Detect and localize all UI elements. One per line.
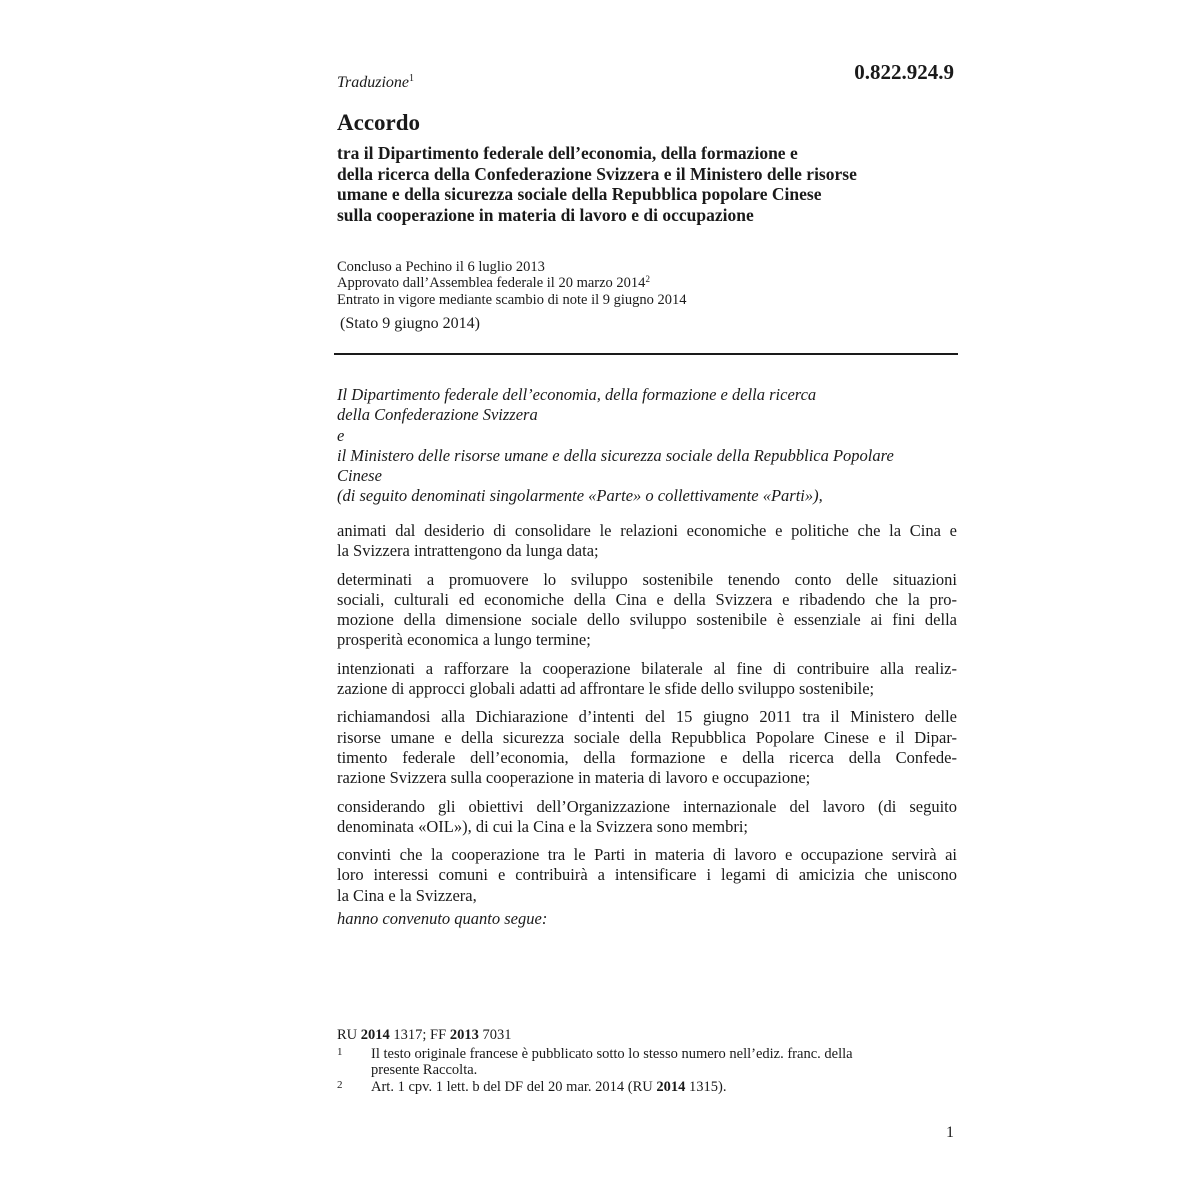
recital: animati dal desiderio di consolidare le relazioni economiche e politiche che la Cina e la Svizzera intrattengono da lunga data;	[337, 521, 957, 561]
entry-into-force: Entrato in vigore mediante scambio di note il 9 giugno 2014	[337, 292, 687, 308]
recital: intenzionati a rafforzare la cooperazione bilaterale al fine di contribuire alla realiz- zazione di approcci globali adatti ad affrontare le sfide dello sviluppo sostenibile;	[337, 658, 957, 699]
preamble-closing: hanno convenuto quanto segue:	[337, 909, 548, 929]
footnote-ref-2[interactable]: 2	[645, 274, 650, 284]
document-title: Accordo	[337, 110, 421, 135]
recital: convinti che la cooperazione tra le Parti in materia di lavoro e occupazione servirà ai loro interessi comuni e contribuirà a intensificare i legami di amicizia che uniscono la Cina e la Svizzera,	[337, 845, 957, 905]
footnote-1	[337, 1046, 957, 1078]
preamble-recitals	[337, 521, 957, 929]
concluded-date: Concluso a Pechino il 6 luglio 2013	[337, 259, 545, 275]
document-metadata	[337, 259, 687, 308]
footnote-number: 1	[337, 1046, 343, 1058]
footnote-number: 2	[337, 1079, 343, 1091]
recital: richiamandosi alla Dichiarazione d’intenti del 15 giugno 2011 tra il Ministero delle risorse umane e della sicurezza sociale della Repubblica Popolare Cinese e il Dipar- timento federale dell’economia, della formazione e della ricerca della Confede- razione Svizzera sulla cooperazione in materia di lavoro e occupazione;	[337, 707, 957, 788]
status-date: (Stato 9 giugno 2014)	[340, 315, 480, 332]
document-subtitle: tra il Dipartimento federale dell’economia, della formazione e della ricerca della Confederazione Svizzera e il Ministero delle risorse umane e della sicurezza sociale della Repubblica popolare Cinese sulla cooperazione in materia di lavoro e di occupazione	[337, 143, 857, 225]
preamble-parties: Il Dipartimento federale dell’economia, della formazione e della ricerca della Confederazione Svizzera e il Ministero delle risorse umane e della sicurezza sociale della Repubblica Popolare Cinese (di seguito denominati singolarmente «Parte» o collettivamente «Parti»),	[337, 385, 894, 506]
translation-label: Traduzione$^1$	[337, 73, 415, 91]
recital: determinati a promuovere lo sviluppo sostenibile tenendo conto delle situazioni sociali, culturali ed economiche della Cina e della Svizzera e ribadendo che la pro- mozione della dimensione sociale dello sviluppo sostenibile è essenziale ai fini della prosperità economica a lungo termine;	[337, 569, 957, 650]
sr-number: 0.822.924.9	[854, 60, 954, 84]
footnote-text: Il testo originale francese è pubblicato sotto lo stesso numero nell’ediz. franc. della presente Raccolta.	[371, 1046, 853, 1078]
footnote-2	[337, 1079, 957, 1095]
approved-date: Approvato dall’Assemblea federale il 20 marzo 2014$^2$	[337, 274, 650, 291]
publication-source: RU 2014 1317; FF 2013 7031	[337, 1027, 512, 1043]
document-page	[337, 0, 957, 1200]
footnote-text: Art. 1 cpv. 1 lett. b del DF del 20 mar. 2014 (RU 2014 1315).	[371, 1079, 727, 1095]
recital: considerando gli obiettivi dell’Organizzazione internazionale del lavoro (di seguito denominata «OIL»), di cui la Cina e la Svizzera sono membri;	[337, 796, 957, 836]
footnotes	[337, 1027, 957, 1096]
page-number: 1	[946, 1124, 954, 1141]
header-divider	[334, 353, 958, 355]
footnote-ref-1[interactable]: 1	[409, 73, 415, 84]
